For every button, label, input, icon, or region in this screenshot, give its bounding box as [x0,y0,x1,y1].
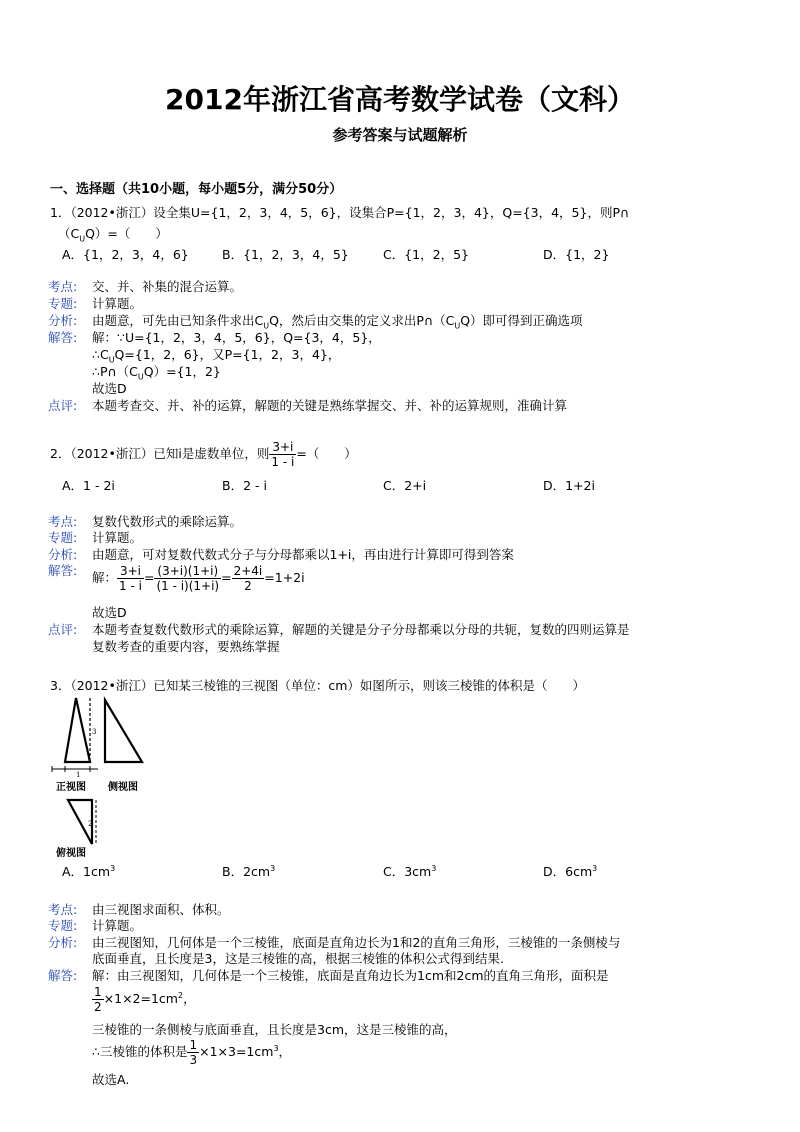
q2-kaodian-label: 考点: [48,514,78,529]
q3-kaodian: 由三视图求面积、体积。 [92,902,230,917]
q3-stem: 3．（2012•浙江）已知某三棱锥的三视图（单位：cm）如图所示，则该三棱锥的体积是（ ） [50,678,585,693]
q1-stem-line2: $(C_UQ)=$（ ） [58,226,168,244]
q2-jieda-label: 解答: [48,563,78,578]
q3-option-d: D．$6cm^3$ [543,863,598,879]
q3-jieda-volume: ∴三棱锥的体积是 $\frac{1}{3}$ $\times 1\times 3=1cm^3$， [92,1038,292,1067]
q1-jieda-line1: 解：∵U={1，2，3，4，5，6}，Q={3，4，5}， [92,330,381,345]
q2-dianping-line2: 复数考查的重要内容，要熟练掌握 [92,639,280,654]
fig-label-front: 正视图 [56,782,86,793]
q3-jieda-line5: 故选A. [92,1072,130,1087]
section-heading: 一、选择题（共10小题，每小题5分，满分50分） [50,182,343,197]
q2-option-a: A．1 - 2i [62,478,115,493]
q2-fenxi: 由题意，可对复数代数式分子与分母都乘以1+i，再由进行计算即可得到答案 [92,547,514,562]
q2-kaodian: 复数代数形式的乘除运算。 [92,514,243,529]
q2-option-c: C．2+i [383,478,427,493]
q2-zhuanti-label: 专题: [48,530,78,545]
q1-stem-line1: 1．（2012•浙江）设全集U={1，2，3，4，5，6}，设集合P={1，2，3，4}，Q={3，4，5}，则P∩ [50,205,630,220]
front-view [52,698,98,779]
q3-option-a: A．$1cm^3$ [62,863,116,879]
q1-kaodian-label: 考点: [48,279,78,294]
q1-option-c: C．{1，2，5} [383,247,469,262]
fig-num-1: 1 [76,771,81,779]
q1-dianping: 本题考查交、并、补的运算，解题的关键是熟练掌握交、并、补的运算规则，准确计算 [92,398,568,413]
q3-three-view-figure [48,694,158,860]
q1-option-d: D．{1，2} [543,247,610,262]
q1-fenxi-label: 分析: [48,313,78,328]
q1-option-b: B．{1，2，3，4，5} [222,247,349,262]
fig-label-side: 侧视图 [108,782,138,793]
side-view [105,700,142,762]
q3-fenxi-line1: 由三视图知，几何体是一个三棱锥，底面是直角边长为1和2的直角三角形，三棱锥的一条侧棱与 [92,935,621,950]
q1-jieda-line4: 故选D [92,381,127,396]
q2-option-b: B．2 - i [222,478,267,493]
q2-option-d: D．1+2i [543,478,595,493]
q3-jieda-area: $\frac{1}{2}$ $\times 1\times 2=1cm^2$， [94,985,196,1014]
q2-jieda-expression: 解： $\frac{3+i}{1 - i}$ = $\frac{(3+i)(1+i)}{(1 - i)(1+i)}$ = $\frac{2+4i}{2}$ =1+2i [92,564,305,593]
q2-fenxi-label: 分析: [48,547,78,562]
q3-option-c: C．$3cm^3$ [383,863,437,879]
q2-fraction: $\frac{3+i}{1 - i}$ [271,440,295,469]
q1-fenxi: 由题意，可先由已知条件求出$C_UQ$，然后由交集的定义求出$P\cap(C_UQ)$即可得到正确选项 [92,313,583,331]
fig-num-2: 2 [88,820,93,828]
q1-jieda-label: 解答: [48,330,78,345]
q2-jieda-line2: 故选D [92,605,127,620]
q3-zhuanti-label: 专题: [48,918,78,933]
q3-fenxi-line2: 底面垂直，且长度是3，这是三棱锥的高，根据三棱锥的体积公式得到结果. [92,951,504,966]
fig-label-top: 俯视图 [56,848,86,859]
q1-option-a: A．{1，2，3，4，6} [62,247,189,262]
q1-zhuanti-label: 专题: [48,296,78,311]
page-title: 2012年浙江省高考数学试卷（文科） [165,83,635,116]
q3-fenxi-label: 分析: [48,935,78,950]
q3-zhuanti: 计算题。 [92,918,143,933]
top-view [68,800,96,844]
q1-jieda-line2: $\therefore C_UQ=\{1$，2，6}，又P={1，2，3，4}， [92,347,341,365]
q2-zhuanti: 计算题。 [92,530,143,545]
q3-jieda-line3: 三棱锥的一条侧棱与底面垂直，且长度是3cm，这是三棱锥的高， [92,1022,457,1037]
q3-jieda-line1: 解：由三视图知，几何体是一个三棱锥，底面是直角边长为1cm和2cm的直角三角形，面积是 [92,968,609,983]
q1-zhuanti: 计算题。 [92,296,143,311]
q3-option-b: B．$2cm^3$ [222,863,276,879]
q1-dianping-label: 点评: [48,398,78,413]
q2-dianping-label: 点评: [48,622,78,637]
page-subtitle: 参考答案与试题解析 [332,126,468,144]
q2-dianping-line1: 本题考查复数代数形式的乘除运算，解题的关键是分子分母都乘以分母的共轭，复数的四则运算是 [92,622,630,637]
fig-num-3: 3 [92,728,97,736]
q3-kaodian-label: 考点: [48,902,78,917]
q3-jieda-label: 解答: [48,968,78,983]
q2-stem: 2．（2012•浙江）已知i是虚数单位，则 $\frac{3+i}{1 - i}$ =（ ） [50,440,357,469]
q1-jieda-line3: $\therefore P\cap(C_UQ)=\{1$，2} [92,364,221,382]
q1-kaodian: 交、并、补集的混合运算。 [92,279,243,294]
